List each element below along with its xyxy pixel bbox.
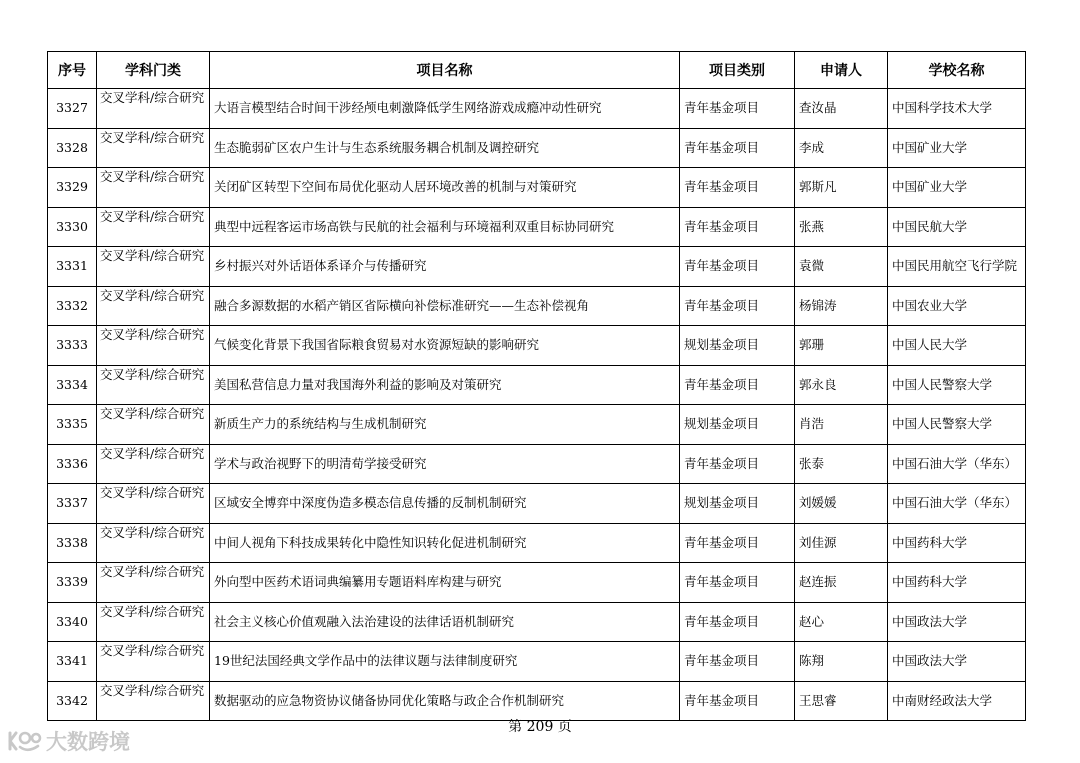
subject-cell: 交叉学科/综合研究: [97, 365, 210, 405]
school-cell: 中国科学技术大学: [888, 89, 1026, 129]
serial-no-cell: 3334: [48, 365, 97, 405]
subject-cell: 交叉学科/综合研究: [97, 128, 210, 168]
table-row: [48, 602, 1026, 642]
serial-no-cell: 3332: [48, 286, 97, 326]
project-name-cell: 社会主义核心价值观融入法治建设的法律话语机制研究: [210, 602, 680, 642]
serial-no-cell: 3335: [48, 405, 97, 445]
project-type-cell: 青年基金项目: [680, 247, 795, 287]
watermark: [6, 726, 130, 756]
project-type-cell: 青年基金项目: [680, 89, 795, 129]
table-header-row: [48, 52, 1026, 89]
project-name-cell: 大语言模型结合时间干涉经颅电刺激降低学生网络游戏成瘾冲动性研究: [210, 89, 680, 129]
project-name-cell: 新质生产力的系统结构与生成机制研究: [210, 405, 680, 445]
project-type-cell: 规划基金项目: [680, 326, 795, 366]
table-row: [48, 642, 1026, 682]
header-serial-no: 序号: [48, 52, 97, 89]
serial-no-cell: 3328: [48, 128, 97, 168]
table-row: [48, 168, 1026, 208]
table-row: [48, 563, 1026, 603]
applicant-cell: 王思睿: [795, 681, 888, 721]
project-type-cell: 青年基金项目: [680, 286, 795, 326]
table-row: [48, 405, 1026, 445]
serial-no-cell: 3330: [48, 207, 97, 247]
school-cell: 中国矿业大学: [888, 128, 1026, 168]
applicant-cell: 张泰: [795, 444, 888, 484]
school-cell: 中国石油大学（华东）: [888, 444, 1026, 484]
project-type-cell: 青年基金项目: [680, 602, 795, 642]
project-type-cell: 青年基金项目: [680, 444, 795, 484]
serial-no-cell: 3327: [48, 89, 97, 129]
subject-cell: 交叉学科/综合研究: [97, 247, 210, 287]
project-name-cell: 区域安全博弈中深度伪造多模态信息传播的反制机制研究: [210, 484, 680, 524]
project-name-cell: 美国私营信息力量对我国海外利益的影响及对策研究: [210, 365, 680, 405]
project-name-cell: 融合多源数据的水稻产销区省际横向补偿标准研究——生态补偿视角: [210, 286, 680, 326]
school-cell: 中国政法大学: [888, 602, 1026, 642]
school-cell: 中国矿业大学: [888, 168, 1026, 208]
subject-cell: 交叉学科/综合研究: [97, 405, 210, 445]
header-subject: 学科门类: [97, 52, 210, 89]
applicant-cell: 赵心: [795, 602, 888, 642]
serial-no-cell: 3337: [48, 484, 97, 524]
applicant-cell: 查汝晶: [795, 89, 888, 129]
school-cell: 中国药科大学: [888, 523, 1026, 563]
project-type-cell: 青年基金项目: [680, 128, 795, 168]
applicant-cell: 赵连振: [795, 563, 888, 603]
page-number: 第 209 页: [508, 719, 572, 735]
serial-no-cell: 3339: [48, 563, 97, 603]
project-name-cell: 19世纪法国经典文学作品中的法律议题与法律制度研究: [210, 642, 680, 682]
subject-cell: 交叉学科/综合研究: [97, 326, 210, 366]
school-cell: 中国人民警察大学: [888, 405, 1026, 445]
serial-no-cell: 3331: [48, 247, 97, 287]
serial-no-cell: 3336: [48, 444, 97, 484]
watermark-text: 大数跨境: [46, 730, 130, 754]
header-school: 学校名称: [888, 52, 1026, 89]
project-type-cell: 青年基金项目: [680, 563, 795, 603]
table-row: [48, 681, 1026, 721]
project-type-cell: 青年基金项目: [680, 642, 795, 682]
table-row: [48, 207, 1026, 247]
serial-no-cell: 3333: [48, 326, 97, 366]
subject-cell: 交叉学科/综合研究: [97, 168, 210, 208]
serial-no-cell: 3340: [48, 602, 97, 642]
subject-cell: 交叉学科/综合研究: [97, 642, 210, 682]
project-type-cell: 青年基金项目: [680, 365, 795, 405]
subject-cell: 交叉学科/综合研究: [97, 484, 210, 524]
subject-cell: 交叉学科/综合研究: [97, 444, 210, 484]
table-row: [48, 326, 1026, 366]
project-type-cell: 青年基金项目: [680, 207, 795, 247]
serial-no-cell: 3329: [48, 168, 97, 208]
school-cell: 中国农业大学: [888, 286, 1026, 326]
project-name-cell: 典型中远程客运市场高铁与民航的社会福利与环境福利双重目标协同研究: [210, 207, 680, 247]
project-name-cell: 中间人视角下科技成果转化中隐性知识转化促进机制研究: [210, 523, 680, 563]
applicant-cell: 郭永良: [795, 365, 888, 405]
brand-logo-icon: [6, 729, 42, 753]
header-applicant: 申请人: [795, 52, 888, 89]
school-cell: 中国人民大学: [888, 326, 1026, 366]
applicant-cell: 李成: [795, 128, 888, 168]
header-project-name: 项目名称: [210, 52, 680, 89]
project-name-cell: 关闭矿区转型下空间布局优化驱动人居环境改善的机制与对策研究: [210, 168, 680, 208]
project-type-cell: 规划基金项目: [680, 405, 795, 445]
table-row: [48, 247, 1026, 287]
project-type-cell: 青年基金项目: [680, 681, 795, 721]
project-type-cell: 青年基金项目: [680, 168, 795, 208]
applicant-cell: 郭斯凡: [795, 168, 888, 208]
applicant-cell: 刘媛媛: [795, 484, 888, 524]
table-row: [48, 444, 1026, 484]
table-row: [48, 89, 1026, 129]
school-cell: 中国药科大学: [888, 563, 1026, 603]
school-cell: 中国人民警察大学: [888, 365, 1026, 405]
applicant-cell: 张燕: [795, 207, 888, 247]
applicant-cell: 郭珊: [795, 326, 888, 366]
project-type-cell: 规划基金项目: [680, 484, 795, 524]
subject-cell: 交叉学科/综合研究: [97, 563, 210, 603]
applicant-cell: 杨锦涛: [795, 286, 888, 326]
table-row: [48, 286, 1026, 326]
subject-cell: 交叉学科/综合研究: [97, 681, 210, 721]
header-project-type: 项目类别: [680, 52, 795, 89]
table-row: [48, 484, 1026, 524]
school-cell: 中国民用航空飞行学院: [888, 247, 1026, 287]
project-name-cell: 数据驱动的应急物资协议储备协同优化策略与政企合作机制研究: [210, 681, 680, 721]
project-name-cell: 乡村振兴对外话语体系译介与传播研究: [210, 247, 680, 287]
subject-cell: 交叉学科/综合研究: [97, 602, 210, 642]
project-name-cell: 生态脆弱矿区农户生计与生态系统服务耦合机制及调控研究: [210, 128, 680, 168]
project-type-cell: 青年基金项目: [680, 523, 795, 563]
project-name-cell: 气候变化背景下我国省际粮食贸易对水资源短缺的影响研究: [210, 326, 680, 366]
school-cell: 中国民航大学: [888, 207, 1026, 247]
projects-table: [47, 51, 1026, 721]
serial-no-cell: 3341: [48, 642, 97, 682]
school-cell: 中国石油大学（华东）: [888, 484, 1026, 524]
school-cell: 中国政法大学: [888, 642, 1026, 682]
applicant-cell: 陈翔: [795, 642, 888, 682]
serial-no-cell: 3342: [48, 681, 97, 721]
table-row: [48, 128, 1026, 168]
project-name-cell: 外向型中医药术语词典编纂用专题语料库构建与研究: [210, 563, 680, 603]
school-cell: 中南财经政法大学: [888, 681, 1026, 721]
applicant-cell: 肖浩: [795, 405, 888, 445]
applicant-cell: 刘佳源: [795, 523, 888, 563]
subject-cell: 交叉学科/综合研究: [97, 523, 210, 563]
subject-cell: 交叉学科/综合研究: [97, 286, 210, 326]
table-row: [48, 523, 1026, 563]
applicant-cell: 袁微: [795, 247, 888, 287]
serial-no-cell: 3338: [48, 523, 97, 563]
subject-cell: 交叉学科/综合研究: [97, 207, 210, 247]
subject-cell: 交叉学科/综合研究: [97, 89, 210, 129]
table-row: [48, 365, 1026, 405]
project-name-cell: 学术与政治视野下的明清荀学接受研究: [210, 444, 680, 484]
